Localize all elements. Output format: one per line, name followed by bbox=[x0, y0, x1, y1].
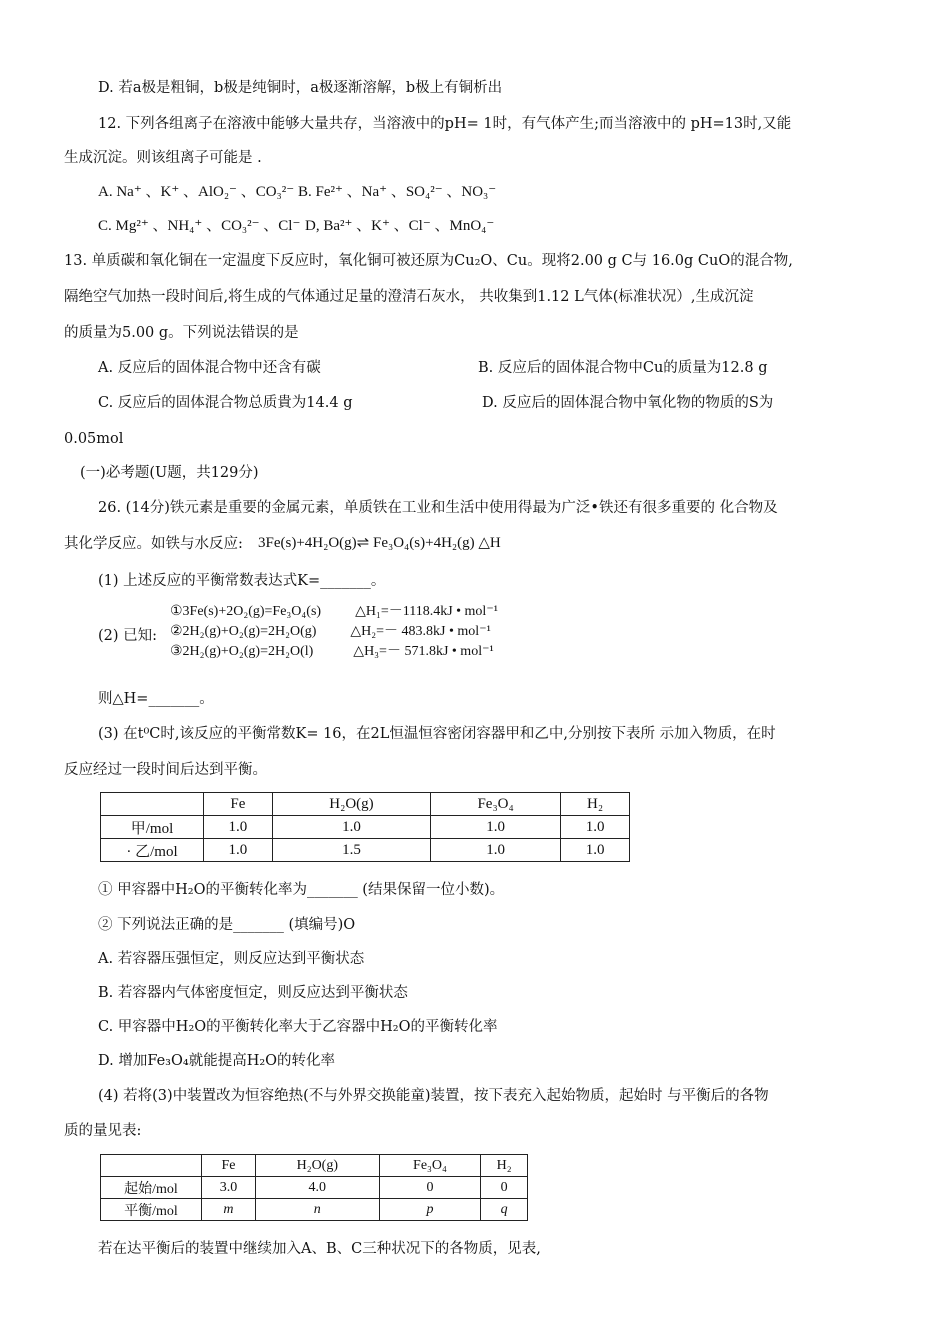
table-cell: p bbox=[379, 1199, 481, 1221]
q12-option-a: A. Na⁺ 、K⁺ 、AlO₂⁻ 、CO₃²⁻ bbox=[98, 184, 295, 200]
q26-part4-line3: 若在达平衡后的装置中继续加入A、B、C三种状况下的各物质，见表, bbox=[98, 1241, 541, 1257]
table-cell: Fe₃O₄ bbox=[379, 1155, 481, 1177]
table-cell: Fe₃O₄ bbox=[431, 793, 561, 816]
q26-part2-answer: 则△H=_______。 bbox=[98, 691, 214, 707]
table-row bbox=[101, 1199, 528, 1221]
table-cell: m bbox=[202, 1199, 256, 1221]
q13-stem-line3: 的质量为5.00 g。下列说法错误的是 bbox=[64, 325, 299, 341]
table-cell bbox=[101, 1155, 202, 1177]
table-cell: 4.0 bbox=[255, 1177, 379, 1199]
table-cell bbox=[101, 793, 204, 816]
q12-option-c: C. Mg²⁺ 、NH₄⁺ 、CO₃²⁻ 、Cl⁻ bbox=[98, 218, 301, 234]
table-cell: 1.0 bbox=[431, 816, 561, 839]
section-heading: (一)必考题(U题，共129分) bbox=[80, 465, 259, 481]
q13-option-b: B. 反应后的固体混合物中Cu的质量为12.8 g bbox=[478, 360, 768, 376]
q13-option-a: A. 反应后的固体混合物中还含有碳 bbox=[98, 360, 321, 376]
table-cell: 1.0 bbox=[561, 816, 630, 839]
table-cell: 1.5 bbox=[272, 839, 430, 862]
q12-stem-line2: 生成沉淀。则该组离子可能是 . bbox=[64, 150, 262, 166]
known-eq-1: ①3Fe(s)+2O₂(g)=Fe₃O₄(s) △H₁=－1118.4kJ • mol⁻¹ bbox=[170, 604, 498, 619]
table-cell: 1.0 bbox=[272, 816, 430, 839]
q12-option-d: D, Ba²⁺ 、K⁺ 、Cl⁻ 、MnO₄⁻ bbox=[305, 218, 495, 234]
table-cell: n bbox=[255, 1199, 379, 1221]
q13-stem-line1: 13. 单质碳和氧化铜在一定温度下反应时，氧化铜可被还原为Cu₂O、Cu。现将2.00 g C与 16.0g CuO的混合物, bbox=[64, 253, 793, 269]
q26-part3-sub1: ① 甲容器中H₂O的平衡转化率为_______ (结果保留一位小数)。 bbox=[98, 882, 505, 898]
q26-part3-option-c: C. 甲容器中H₂O的平衡转化率大于乙容器中H₂O的平衡转化率 bbox=[98, 1019, 498, 1035]
data-table-2 bbox=[100, 1154, 528, 1221]
q26-stem-line2: 其化学反应。如铁与水反应: bbox=[64, 536, 243, 552]
q26-part1: (1) 上述反应的平衡常数表达式K=_______。 bbox=[98, 573, 386, 589]
known-eq-3: ③2H₂(g)+O₂(g)=2H₂O(l) △H₃=－ 571.8kJ • mol⁻¹ bbox=[170, 644, 494, 659]
table-row bbox=[101, 1177, 528, 1199]
table-row bbox=[101, 816, 630, 839]
table-cell: H₂O(g) bbox=[255, 1155, 379, 1177]
q26-part3-line2: 反应经过一段时间后达到平衡。 bbox=[64, 762, 267, 778]
known-equations bbox=[170, 602, 498, 662]
table-cell: 1.0 bbox=[561, 839, 630, 862]
q26-part3-line1: (3) 在t⁰C时,该反应的平衡常数K= 16，在2L恒温恒容密闭容器甲和乙中,分别按下表所 示加入物质，在时 bbox=[98, 726, 776, 742]
table-header-row bbox=[101, 793, 630, 816]
table-cell: 1.0 bbox=[204, 816, 273, 839]
table-cell: 3.0 bbox=[202, 1177, 256, 1199]
table-row bbox=[101, 839, 630, 862]
table-cell: Fe bbox=[204, 793, 273, 816]
q13-option-d-cont: 0.05mol bbox=[64, 431, 124, 447]
table-cell: q bbox=[481, 1199, 528, 1221]
table-cell: 0 bbox=[379, 1177, 481, 1199]
table-header-row bbox=[101, 1155, 528, 1177]
q13-option-c: C. 反应后的固体混合物总质貴为14.4 g bbox=[98, 395, 353, 411]
q13-stem-line2: 隔绝空气加热一段时间后,将生成的气体通过足量的澄清石灰水， 共收集到1.12 L气体(标准状况）,生成沉淀 bbox=[64, 289, 754, 305]
q26-stem-line1: 26. (14分)铁元素是重要的金属元素，单质铁在工业和生活中使用得最为广泛•铁还有很多重要的 化合物及 bbox=[98, 500, 778, 516]
data-table-1 bbox=[100, 792, 630, 862]
table-cell: 0 bbox=[481, 1177, 528, 1199]
table-cell: H₂ bbox=[561, 793, 630, 816]
q26-part4-line1: (4) 若将(3)中装置改为恒容绝热(不与外界交换能童)装置，按下表充入起始物质，起始时 与平衡后的各物 bbox=[98, 1088, 769, 1104]
q11-option-d: D. 若a极是粗铜，b极是纯铜时，a极逐渐溶解，b极上有铜析出 bbox=[98, 80, 503, 96]
q26-part3-sub2: ② 下列说法正确的是_______ (填编号)O bbox=[98, 917, 356, 933]
q26-part3-option-d: D. 增加Fe₃O₄就能提高H₂O的转化率 bbox=[98, 1053, 336, 1069]
table-cell: · 乙/mol bbox=[101, 839, 204, 862]
known-eq-2: ②2H₂(g)+O₂(g)=2H₂O(g) △H₂=－ 483.8kJ • mol⁻¹ bbox=[170, 624, 491, 639]
table-cell: 甲/mol bbox=[101, 816, 204, 839]
q12-option-b: B. Fe²⁺ 、Na⁺ 、SO₄²⁻ 、NO₃⁻ bbox=[298, 184, 497, 200]
q26-part4-line2: 质的量见表: bbox=[64, 1123, 142, 1139]
q12-stem-line1: 12. 下列各组离子在溶液中能够大量共存，当溶液中的pH= 1时，有气体产生;而当溶液中的 pH=13时,又能 bbox=[98, 116, 792, 132]
table-cell: H₂O(g) bbox=[272, 793, 430, 816]
table-cell: 起始/mol bbox=[101, 1177, 202, 1199]
reaction-equation: 3Fe(s)+4H₂O(g)⇌ Fe₃O₄(s)+4H₂(g) △H bbox=[258, 535, 501, 551]
q13-option-d: D. 反应后的固体混合物中氧化物的物质的S为 bbox=[482, 395, 774, 411]
table-cell: 1.0 bbox=[431, 839, 561, 862]
q26-part3-option-b: B. 若容器内气体密度恒定，则反应达到平衡状态 bbox=[98, 985, 408, 1001]
table-cell: H₂ bbox=[481, 1155, 528, 1177]
q26-part3-option-a: A. 若容器压强恒定，则反应达到平衡状态 bbox=[98, 951, 365, 967]
table-cell: 1.0 bbox=[204, 839, 273, 862]
table-cell: 平衡/mol bbox=[101, 1199, 202, 1221]
table-cell: Fe bbox=[202, 1155, 256, 1177]
q26-part2-label: (2) 已知: bbox=[98, 628, 158, 644]
